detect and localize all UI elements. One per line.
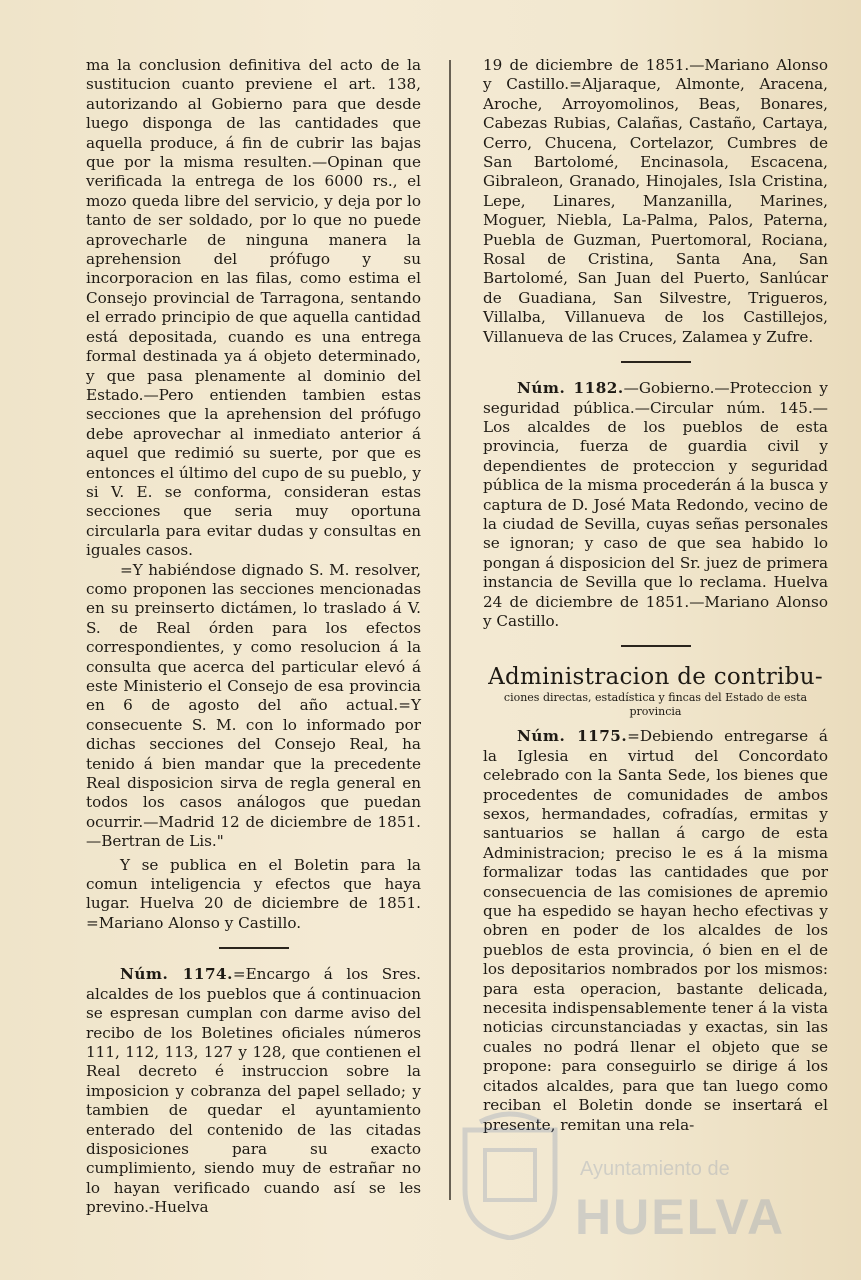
left-paragraph-3: Y se publica en el Boletin para la comun inteligencia y efectos que haya lugar. Huelva 20 de diciembre de 1851. =Mariano Alonso y Castillo. — [86, 855, 421, 932]
section-separator — [621, 361, 691, 363]
right-column — [483, 56, 828, 1135]
left-paragraph-1: ma la conclusion definitiva del acto de la sustitucion cuanto previene el art. 138, autorizando al Gobierno para que desde luego disponga de las cantidades que aquella produce, á fin de cubrir las bajas que por la misma resulten.—Opinan que verificada la entrega de los 6000 rs., el mozo queda libre del servicio, y deja por lo tanto de ser soldado, por lo que no puede aprovecharle de ninguna manera la aprehension del prófugo y su incorporacion en las filas, como estima el Consejo provincial de Tarragona, sentando el errado principio de que aquella cantidad está depositada, cuando es una entrega formal destinada ya á objeto determinado, y que pasa plenamente al dominio del Estado.—Pero entienden tambien estas secciones que la aprehension del prófugo debe aprovechar al inmediato anterior á aquel que redimió su suerte, por que es entonces el último del cupo de su pueblo, y si V. E. se conforma, consideran estas secciones que seria muy oportuna circularla para evitar dudas y consultas en iguales casos. — [86, 56, 421, 560]
notice-number-1182: Núm. 1182. — [517, 379, 624, 398]
right-paragraph-3 — [483, 727, 828, 1135]
notice-1175-text: =Debiendo entregarse á la Iglesia en virtud del Concordato celebrado con la Santa Sede, los bienes que procedentes de comunidades de ambos sexos, hermandades, cofradías, ermitas y santuarios se hallan á cargo de esta Administracion; preciso le es á la misma formalizar todas las cantidades que por consecuencia de las comisiones de apremio que ha espedido se hayan hecho efectivas y obren en poder de los alcaldes de los pueblos de esta provincia, ó bien en el de los depositarios nombrados por los mismos: para esta operacion, bastante delicada, necesita indispensablemente tener á la vista noticias circunstanciadas y exactas, sin las cuales no podrá llenar el objeto que se propone: para conseguirlo se dirige á los citados alcaldes, para que tan luego como reciban el Boletin donde se insertará el presente, remitan una rela- — [483, 727, 828, 1134]
coat-of-arms-icon — [455, 1110, 565, 1240]
left-paragraph-4 — [86, 965, 421, 1217]
section-separator — [621, 645, 691, 647]
notice-1182-text: —Gobierno.—Proteccion y seguridad pública.—Circular núm. 145.—Los alcaldes de los pueblos de esta provincia, fuerza de guardia civil y dependientes de proteccion y seguridad pública de la misma procederán á la busca y captura de D. José Mata Redondo, vecino de la ciudad de Sevilla, cuyas señas personales se ignoran; y caso de que sea habido lo pongan á disposicion del Sr. juez de primera instancia de Sevilla que lo reclama. Huelva 24 de diciembre de 1851.—Mariano Alonso y Castillo. — [483, 379, 828, 630]
watermark — [455, 1100, 795, 1250]
right-paragraph-1: 19 de diciembre de 1851.—Mariano Alonso y Castillo.=Aljaraque, Almonte, Aracena, Aroche, Arroyomolinos, Beas, Bonares, Cabezas Rubias, Calañas, Castaño, Cartaya, Cerro, Chucena, Cortelazor, Cumbres de San Bartolomé, Encinasola, Escacena, Gibraleon, Granado, Hinojales, Isla Cristina, Lepe, Linares, Manzanilla, Marines, Moguer, Niebla, La-Palma, Palos, Paterna, Puebla de Guzman, Puertomoral, Rociana, Rosal de Cristina, Santa Ana, San Bartolomé, San Juan del Puerto, Sanlúcar de Guadiana, San Silvestre, Trigueros, Villalba, Villanueva de los Castillejos, Villanueva de las Cruces, Zalamea y Zufre. — [483, 56, 828, 346]
right-paragraph-2 — [483, 379, 828, 631]
section-separator — [219, 947, 289, 949]
watermark-line1: Ayuntamiento de — [580, 1158, 730, 1180]
left-column — [86, 56, 421, 1218]
column-divider — [449, 60, 451, 1200]
notice-number-1175: Núm. 1175. — [517, 727, 628, 746]
section-heading: Administracion de contribu- — [488, 664, 823, 691]
watermark-line2: HUELVA — [575, 1189, 786, 1245]
section-subheading: ciones directas, estadística y fincas del Estado de esta provincia — [503, 691, 808, 719]
left-paragraph-2: =Y habiéndose dignado S. M. resolver, como proponen las secciones mencionadas en su preinserto dictámen, lo traslado á V. S. de Real órden para los efectos correspondientes, y como resolucion á la consulta que acerca del particular elevó á este Ministerio el Consejo de esa provincia en 6 de agosto del año actual.=Y consecuente S. M. con lo informado por dichas secciones del Consejo Real, ha tenido á bien mandar que la precedente Real disposicion sirva de regla general en todos los casos análogos que puedan ocurrir.—Madrid 12 de diciembre de 1851.—Bertran de Lis." — [86, 560, 421, 851]
notice-number-1174: Núm. 1174. — [120, 965, 233, 984]
notice-1174-text: =Encargo á los Sres. alcaldes de los pueblos que á continuacion se espresan cumplan con darme aviso del recibo de los Boletines oficiales números 111, 112, 113, 127 y 128, que contienen el Real decreto é instruccion sobre la imposicion y cobranza del papel sellado; y tambien de quedar el ayuntamiento enterado del contenido de las citadas disposiciones para su exacto cumplimiento, siendo muy de estrañar no lo hayan verificado cuando así se les previno.-Huelva — [86, 965, 421, 1217]
